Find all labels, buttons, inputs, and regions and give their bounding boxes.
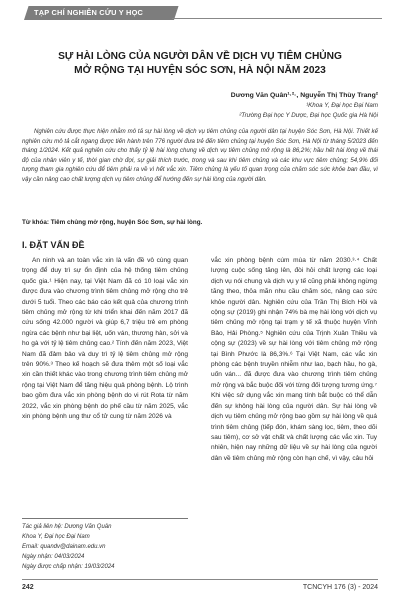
- received-date: Ngày nhận: 04/03/2024: [22, 554, 85, 560]
- journal-header: [0, 6, 400, 20]
- body-paragraph: An ninh và an toàn vắc xin là vấn đề vô cùng quan trọng để duy trì sự ổn định của hệ thống tiêm chủng quốc gia.¹ Hiện nay, tại Việt Nam đã có 10 loại vắc xin được đưa vào chương trình tiêm chủng mở rộng cho trẻ dưới 5 tuổi. Theo các báo cáo kết quả của chương trình tiêm chủng mở rộng từ khi triển khai đến năm 2017 đã cứu sống 42.000 người và giúp 6,7 triệu trẻ em phòng ngừa các bệnh như bại liệt, uốn ván, thương hàn, sởi và ho gà với tỷ lệ tiêm chủng cao.² Tính đến năm 2023, Việt Nam đã đảm bảo và duy trì tỷ lệ tiêm chủng mở rộng trên 90%.³ Theo kế hoạch sẽ đưa thêm một số loại vắc xin cần thiết khác vào trong chương trình tiêm chủng mở rộng tại Việt Nam để tăng hiệu quả phòng bệnh. Lộ trình bao gồm đưa vắc xin phòng bệnh do vi rút Rota từ năm 2022, vắc xin phòng bệnh do phế cầu từ năm 2025, vắc xin phòng bệnh ung thư cổ tử cung từ năm 2026 và: [22, 257, 188, 421]
- email: Email: quandv@dainam.edu.vn: [22, 544, 106, 550]
- corresponding-affiliation: Khoa Y, Đại học Đại Nam: [22, 534, 90, 540]
- header-rule: [172, 18, 382, 19]
- section-title: I. ĐẶT VẤN ĐỀ: [22, 240, 85, 250]
- keywords-label: Từ khóa:: [22, 219, 49, 226]
- title-line-2: MỞ RỘNG TẠI HUYỆN SÓC SƠN, HÀ NỘI NĂM 2023: [74, 65, 326, 76]
- journal-name: TẠP CHÍ NGHIÊN CỨU Y HỌC: [34, 8, 144, 17]
- page-footer: [22, 579, 378, 594]
- article-title: [22, 50, 378, 78]
- title-line-1: SỰ HÀI LÒNG CỦA NGƯỜI DÂN VỀ DỊCH VỤ TIÊM CHỦNG: [58, 51, 342, 62]
- affiliation-1: ¹Khoa Y, Đại học Đại Nam: [306, 102, 378, 109]
- abstract: Nghiên cứu được thực hiện nhằm mô tả sự hài lòng về dịch vụ tiêm chủng của người dân tại huyện Sóc Sơn, Hà Nội. Thiết kế nghiên cứu mô tả cắt ngang được tiến hành trên 776 người đưa trẻ đến tiêm chủng tại huyện Sóc Sơn, Hà Nội từ tháng 5/2023 đến tháng 1/2024. Kết quả nghiên cứu cho thấy tỷ lệ hài lòng chung về dịch vụ tiêm chủng mở rộng là 86,2%; hầu hết hài lòng về thái độ của nhân viên y tế, thời gian chờ đợi, sự giải thích trước, trong và sau khi tiêm chủng và các khu vực tiêm chủng; 54,9% đối tượng tham gia nghiên cứu để tiêm phải ra về vì hết vắc xin. Tiêm chủng là yếu tố quan trọng của chăm sóc sức khỏe ban đầu, vì vậy cần nâng cao chất lượng dịch vụ tiêm chủng để hướng đến sự hài lòng của người dân.: [22, 128, 378, 183]
- accepted-date: Ngày được chấp nhận: 19/03/2024: [22, 564, 115, 570]
- issue-info: TCNCYH 176 (3) - 2024: [302, 584, 378, 591]
- keywords: [22, 218, 378, 227]
- affiliation-2: ²Trường Đại học Y Dược, Đại học Quốc gia Hà Nội: [239, 112, 378, 119]
- authors: Dương Văn Quân¹·²·, Nguyễn Thị Thùy Trang²: [230, 92, 378, 99]
- keywords-text: Tiêm chủng mở rộng, huyện Sóc Sơn, sự hài lòng.: [50, 219, 203, 226]
- body-column-right: [211, 256, 377, 578]
- article-notes: [22, 518, 188, 572]
- corresponding-author: Tác giả liên hệ: Dương Văn Quân: [22, 524, 112, 530]
- body-paragraph: vắc xin phòng bệnh cúm mùa từ năm 2030.³·⁴ Chất lượng cuộc sống tăng lên, đòi hỏi chất lượng các loại dịch vụ nói chung và dịch vụ y tế cũng phải không ngừng tăng theo, thỏa mãn nhu cầu chăm sóc, nâng cao sức khỏe người dân. Nghiên cứu của Trần Thị Bích Hồi và cộng sự (2019) ghi nhận 74% bà mẹ hài lòng với dịch vụ tiêm chủng mở rộng tại trạm y tế xã thuộc huyện Vĩnh Bảo, Hải Phòng.⁵ Nghiên cứu của Trịnh Xuân Thiều và cộng sự (2023) về sự hài lòng với tiêm chủng mở rộng tại Bình Phước là 86,3%.⁶ Tại Việt Nam, các vắc xin phòng các bệnh truyền nhiễm như lao, bạch hầu, ho gà, uốn ván... đã được đưa vào chương trình tiêm chủng mở rộng và bắc buộc đối với từng đối tượng tương ứng.⁷ Khi việc sử dụng vắc xin mang tính bắt buộc có thể dẫn đến sự không hài lòng của người dân. Sự hài lòng về dịch vụ tiêm chủng mở rộng bao gồm sự hài lòng về quá trình tiêm chủng (tiếp đón, khám sàng lọc, tiêm, theo dõi sau tiêm), cơ sở vật chất và chất lượng các vắc xin. Tuy nhiên, hiện nay những dữ liệu về sự hài lòng của người dân về tiêm chủng mở rộng còn hạn chế, vì vậy, câu hỏi: [211, 257, 377, 462]
- page-number: 242: [22, 584, 34, 591]
- body-column-left: [22, 256, 188, 514]
